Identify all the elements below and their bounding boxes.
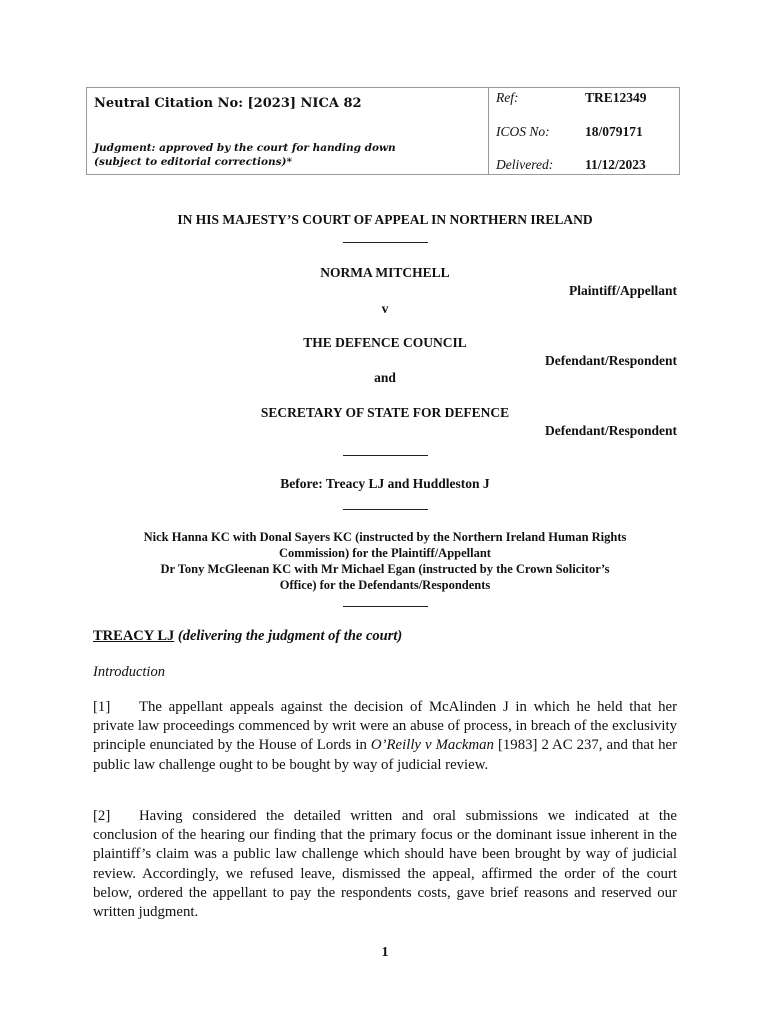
- counsel-line2: Commission) for the Plaintiff/Appellant: [279, 546, 491, 560]
- paragraph-number: [1]: [93, 699, 111, 715]
- and-label: and: [374, 370, 396, 385]
- approval-note-line2: (subject to editorial corrections)*: [94, 156, 292, 168]
- delivered-label: Delivered:: [496, 157, 554, 172]
- paragraph-number: [2]: [93, 808, 111, 824]
- approval-note-line1: Judgment: approved by the court for handing down: [94, 142, 396, 154]
- paragraph-text: [1983] 2 AC 237, and that her public law challenge ought to be bought by way of judicial review.: [93, 737, 678, 773]
- icos-value: 18/079171: [585, 124, 643, 139]
- defendant1-role: Defendant/Respondent: [544, 353, 677, 368]
- plaintiff-role: Plaintiff/Appellant: [568, 283, 677, 298]
- case-name: O’Reilly v Mackman: [370, 737, 494, 754]
- counsel-block: [86, 529, 684, 593]
- neutral-citation: Neutral Citation No: [2023] NICA 82: [94, 96, 362, 111]
- delivered-value: 11/12/2023: [585, 157, 646, 172]
- defendant2-role: Defendant/Respondent: [544, 423, 677, 438]
- divider-rule: [343, 455, 428, 456]
- judge-heading: [93, 628, 402, 645]
- header-divider: [488, 88, 489, 174]
- icos-label: ICOS No:: [496, 124, 550, 139]
- citation-header-box: [86, 87, 680, 175]
- divider-rule: [343, 242, 428, 243]
- section-heading-introduction: Introduction: [93, 664, 165, 680]
- court-title: IN HIS MAJESTY’S COURT OF APPEAL IN NORTHERN IRELAND: [177, 212, 593, 227]
- plaintiff-name: NORMA MITCHELL: [320, 265, 450, 280]
- paragraph-text: The appellant appeals against the decision of McAlinden J in which he held that her private law proceedings commenced by writ were an abuse of process, in breach of the exclusivity principle enunciated by the House of Lords in: [93, 699, 677, 754]
- paragraph-1: [93, 698, 677, 775]
- approval-note: [94, 141, 414, 169]
- counsel-line1: Nick Hanna KC with Donal Sayers KC (instructed by the Northern Ireland Human Rights: [143, 530, 627, 544]
- judge-name: TREACY LJ: [93, 628, 175, 644]
- paragraph-text: Having considered the detailed written and oral submissions we indicated at the conclusion of the hearing our finding that the primary focus or the dominant issue inherent in the plaintiff’s claim was a public law challenge which should have been brought by way of judicial review. Accordingly, we refused leave, dismissed the appeal, affirmed the order of the court below, ordered the appellant to pay the respondents costs, gave brief reasons and reserved our written judgment.: [93, 808, 677, 921]
- defendant1-name: THE DEFENCE COUNCIL: [303, 335, 467, 350]
- defendant2-name: SECRETARY OF STATE FOR DEFENCE: [260, 405, 510, 420]
- ref-label: Ref:: [496, 90, 519, 105]
- counsel-line3: Dr Tony McGleenan KC with Mr Michael Egan (instructed by the Crown Solicitor’s: [160, 562, 610, 576]
- paragraph-2: [93, 807, 677, 922]
- judge-heading-suffix: (delivering the judgment of the court): [174, 628, 403, 644]
- ref-value: TRE12349: [585, 90, 647, 105]
- before-judges: Before: Treacy LJ and Huddleston J: [280, 476, 490, 491]
- counsel-line4: Office) for the Defendants/Respondents: [279, 578, 491, 592]
- versus-label: v: [381, 301, 389, 316]
- divider-rule: [343, 606, 428, 607]
- divider-rule: [343, 509, 428, 510]
- page-number: 1: [381, 945, 389, 960]
